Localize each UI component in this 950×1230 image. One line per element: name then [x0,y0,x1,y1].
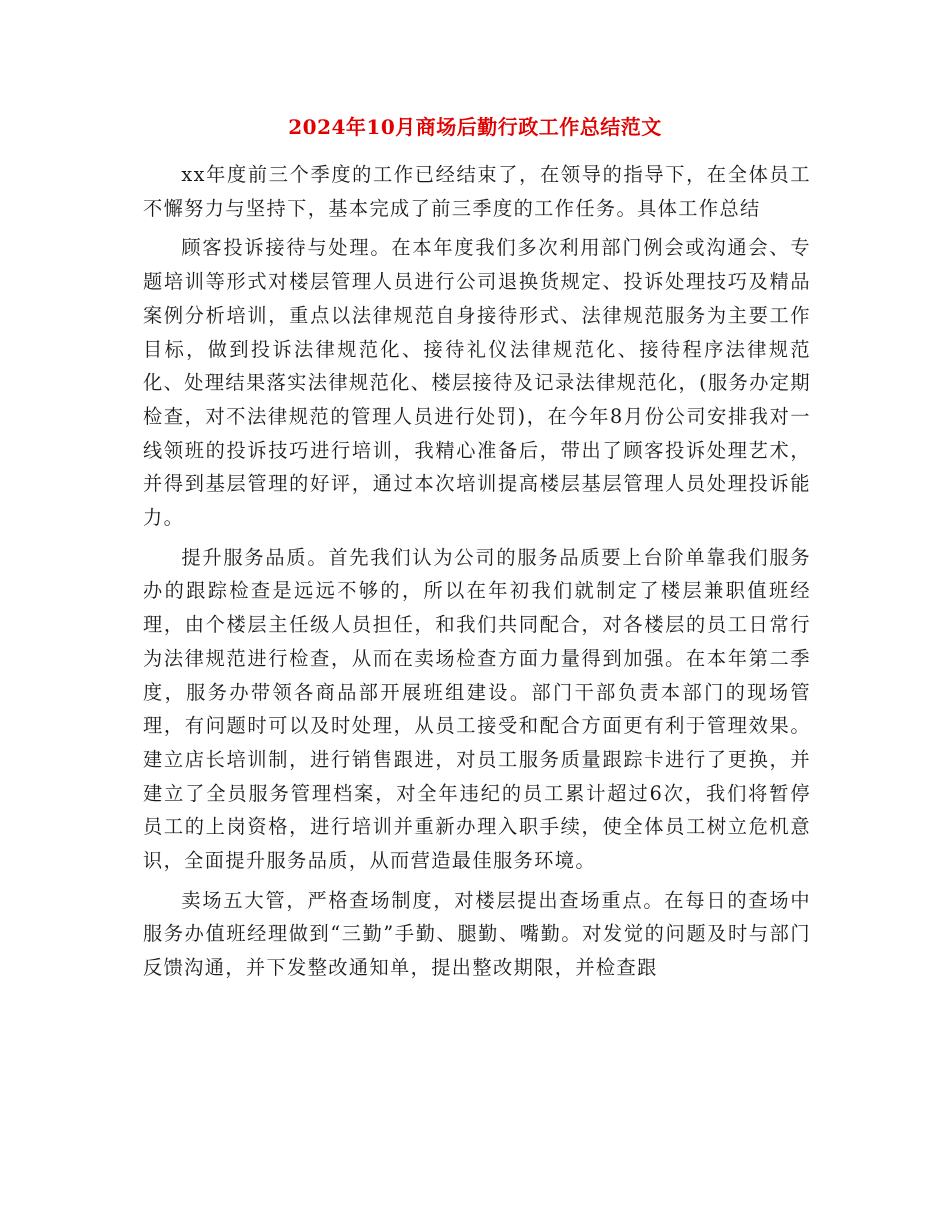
paragraph-service-quality: 提升服务品质。首先我们认为公司的服务品质要上台阶单靠我们服务办的跟踪检查是远远不够的，所以在年初我们就制定了楼层兼职值班经理，由个楼层主任级人员担任，和我们共同配合，对各楼层的员工日常行为法律规范进行检查，从而在卖场检查方面力量得到加强。在本年第二季度，服务办带领各商品部开展班组建设。部门干部负责本部门的现场管理，有问题时可以及时处理，从员工接受和配合方面更有利于管理效果。建立店长培训制，进行销售跟进，对员工服务质量跟踪卡进行了更换，并建立了全员服务管理档案，对全年违纪的员工累计超过6次，我们将暂停员工的上岗资格，进行培训并重新办理入职手续，使全体员工树立危机意识，全面提升服务品质，从而营造最佳服务环境。 [143,545,811,873]
document-body [143,158,811,991]
paragraph-complaints: 顾客投诉接待与处理。在本年度我们多次利用部门例会或沟通会、专题培训等形式对楼层管理人员进行公司退换货规定、投诉处理技巧及精品案例分析培训，重点以法律规范自身接待形式、法律规范服务为主要工作目标，做到投诉法律规范化、接待礼仪法律规范化、接待程序法律规范化、处理结果落实法律规范化、楼层接待及记录法律规范化，(服务办定期检查，对不法律规范的管理人员进行处罚)，在今年8月份公司安排我对一线领班的投诉技巧进行培训，我精心准备后，带出了顾客投诉处理艺术，并得到基层管理的好评，通过本次培训提高楼层基层管理人员处理投诉能力。 [143,236,811,530]
paragraph-intro: xx年度前三个季度的工作已经结束了，在领导的指导下，在全体员工不懈努力与坚持下，基本完成了前三季度的工作任务。具体工作总结 [143,163,811,220]
document-title: 2024年10月商场后勤行政工作总结范文 [288,115,662,139]
paragraph-floor-inspection: 卖场五大管，严格查场制度，对楼层提出查场重点。在每日的查场中服务办值班经理做到“三勤”手勤、腿勤、嘴勤。对发觉的问题及时与部门反馈沟通，并下发整改通知单，提出整改期限，并检查跟 [143,888,811,980]
